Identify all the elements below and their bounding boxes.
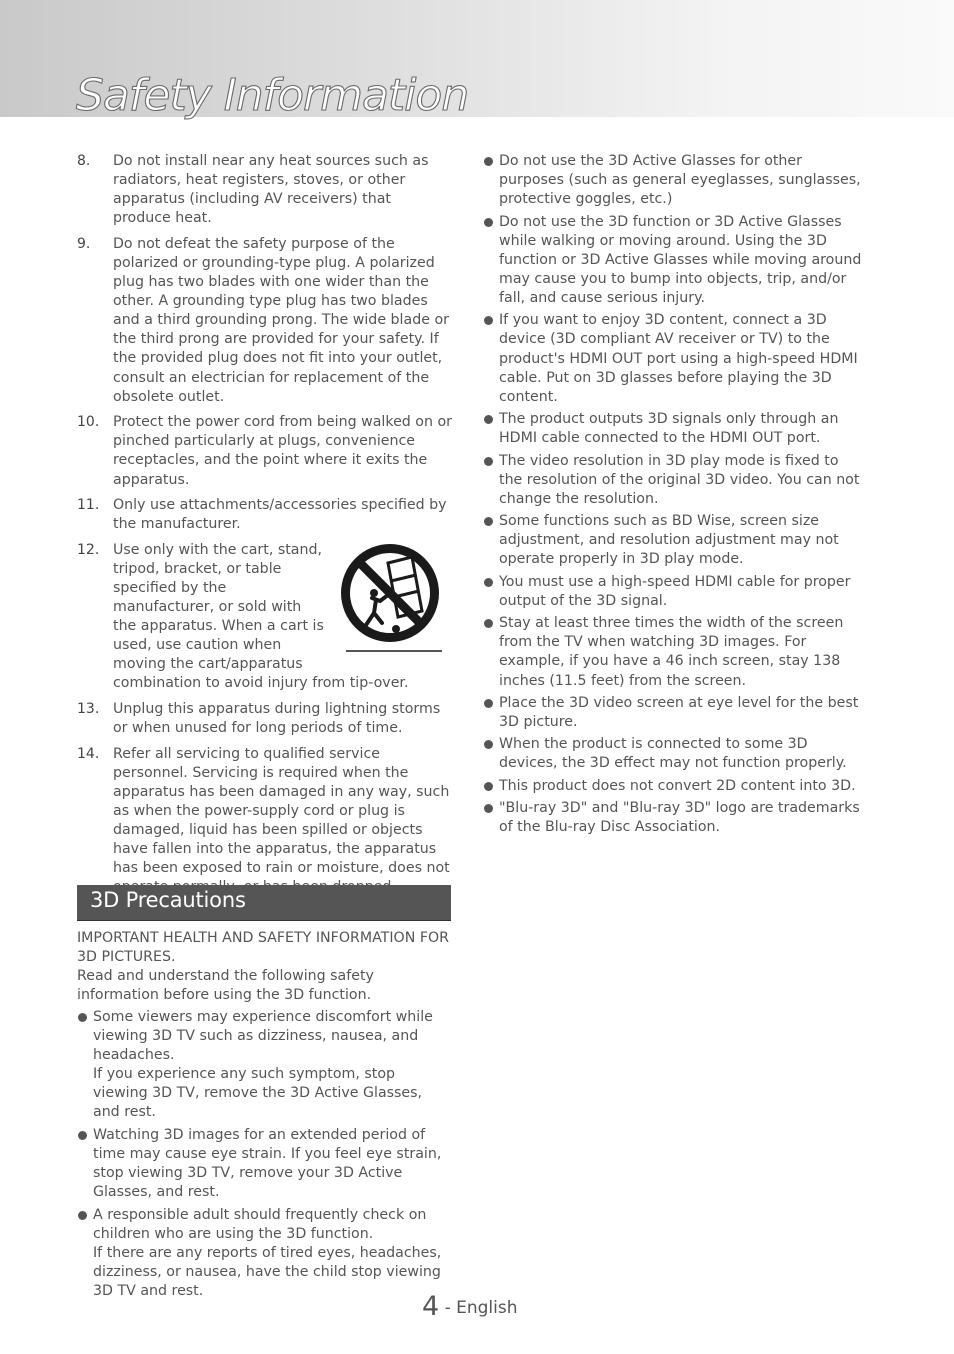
list-item	[483, 694, 863, 732]
bullet-icon	[484, 804, 493, 813]
item-text: Do not install near any heat sources such as radiators, heat registers, stoves, or other apparatus (including AV receivers) that produce heat.	[113, 153, 429, 227]
item-text: A responsible adult should frequently check on children who are using the 3D function.	[93, 1206, 427, 1242]
cart-tip-over-warning-icon	[334, 541, 450, 657]
list-item	[483, 410, 863, 448]
list-item	[77, 1126, 453, 1202]
list-item	[483, 799, 863, 837]
bullet-icon	[484, 457, 493, 466]
item-text: Do not use the 3D Active Glasses for other purposes (such as general eyeglasses, sunglasses, protective goggles, etc.)	[499, 153, 861, 208]
bullet-icon	[78, 1013, 87, 1022]
list-item	[77, 745, 452, 898]
list-item	[483, 213, 863, 308]
bullet-icon	[484, 517, 493, 526]
list-item	[77, 152, 452, 228]
item-text: Use only with the cart, stand, tripod, bracket, or table specified by the manufacturer, or sold with the apparatus. When a cart is used, use caution when moving the cart/apparatus combination to avoid injury from tip-over.	[113, 541, 409, 692]
item-text: This product does not convert 2D content into 3D.	[499, 777, 856, 794]
intro-text: Read and understand the following safety information before using the 3D function.	[77, 968, 374, 1004]
section-header-bar	[77, 885, 451, 921]
item-text: Protect the power cord from being walked on or pinched particularly at plugs, convenience receptacles, and the point where it exits the apparatus.	[113, 414, 453, 488]
list-item	[483, 512, 863, 569]
item-number: 11.	[77, 497, 100, 514]
section-title: 3D Precautions	[90, 888, 246, 912]
bullet-icon	[484, 218, 493, 227]
item-text: Some functions such as BD Wise, screen size adjustment, and resolution adjustment may not operate properly in 3D play mode.	[499, 513, 839, 568]
item-number: 8.	[77, 153, 91, 169]
page-number: 4	[422, 1291, 440, 1322]
item-text: Only use attachments/accessories specified by the manufacturer.	[113, 497, 447, 533]
bullet-icon	[484, 578, 493, 587]
item-text: The product outputs 3D signals only through an HDMI cable connected to the HDMI OUT port.	[499, 411, 839, 447]
bullet-icon	[78, 1211, 87, 1220]
bullet-icon	[78, 1131, 87, 1140]
item-text: You must use a high-speed HDMI cable for proper output of the 3D signal.	[499, 573, 851, 609]
item-subtext: If you experience any such symptom, stop viewing 3D TV, remove the 3D Active Glasses, and rest.	[93, 1066, 423, 1121]
bullet-icon	[484, 782, 493, 791]
bullet-icon	[484, 619, 493, 628]
item-text: Stay at least three times the width of the screen from the TV when watching 3D images. For example, if you have a 46 inch screen, stay 138 inches (11.5 feet) from the screen.	[499, 615, 844, 689]
list-item	[77, 700, 452, 738]
item-text: If you want to enjoy 3D content, connect a 3D device (3D compliant AV receiver or TV) to the product's HDMI OUT port using a high-speed HDMI cable. Put on 3D glasses before playing the 3D content.	[499, 312, 858, 405]
list-item	[483, 152, 863, 209]
list-item	[483, 573, 863, 611]
item-subtext: If there are any reports of tired eyes, headaches, dizziness, or nausea, have the child stop viewing 3D TV and rest.	[93, 1244, 442, 1299]
bullet-icon	[484, 316, 493, 325]
page-title: Safety Information	[76, 70, 469, 121]
section-intro	[77, 929, 452, 1005]
list-item	[77, 413, 452, 489]
list-item	[77, 235, 452, 407]
item-text: Some viewers may experience discomfort while viewing 3D TV such as dizziness, nausea, and headaches.	[93, 1009, 433, 1064]
3d-precautions-list-left	[77, 1008, 453, 1304]
list-item	[77, 1206, 453, 1301]
list-item	[77, 541, 452, 694]
item-number: 10.	[77, 414, 100, 431]
item-text: Watching 3D images for an extended period of time may cause eye strain. If you feel eye strain, stop viewing 3D TV, remove your 3D Active Glasses, and rest.	[93, 1126, 442, 1201]
item-number: 14.	[77, 745, 100, 762]
list-item	[483, 452, 863, 509]
item-text: When the product is connected to some 3D devices, the 3D effect may not function properly.	[499, 736, 847, 772]
bullet-icon	[484, 699, 493, 708]
item-text: Unplug this apparatus during lightning storms or when unused for long periods of time.	[113, 701, 441, 737]
safety-list-column	[77, 152, 452, 904]
item-text: "Blu-ray 3D" and "Blu-ray 3D" logo are trademarks of the Blu-ray Disc Association.	[499, 800, 860, 836]
list-item	[483, 735, 863, 773]
item-text: Do not use the 3D function or 3D Active Glasses while walking or moving around. Using the 3D function or 3D Active Glasses while moving around may cause you to bump into objects, trip, and/or fall, and cause serious injury.	[499, 213, 862, 306]
item-text: Do not defeat the safety purpose of the polarized or grounding-type plug. A polarized plug has two blades with one wider than the other. A grounding type plug has two blades and a third grounding prong. The wide blade or the third prong are provided for your safety. If the provided plug does not fit into your outlet, consult an electrician for replacement of the obsolete outlet.	[113, 235, 449, 405]
item-number: 13.	[77, 701, 100, 718]
item-text: Place the 3D video screen at eye level for the best 3D picture.	[499, 694, 859, 730]
bullet-icon	[484, 740, 493, 749]
list-item	[77, 496, 452, 534]
list-item	[483, 311, 863, 406]
item-number: 12.	[77, 541, 100, 558]
item-text: Refer all servicing to qualified service personnel. Servicing is required when the apparatus has been damaged in any way, such as when the power-supply cord or plug is damaged, liquid has been spilled or objects have fallen into the apparatus, the apparatus has been exposed to rain or moisture, does not	[113, 745, 450, 877]
bullet-icon	[484, 415, 493, 424]
list-item	[483, 614, 863, 690]
item-text: The video resolution in 3D play mode is fixed to the resolution of the original 3D video. You can not change the resolution.	[499, 452, 860, 507]
page-footer	[422, 1291, 518, 1322]
safety-numbered-list	[77, 152, 452, 897]
3d-precautions-list-right	[483, 152, 863, 841]
bullet-icon	[484, 157, 493, 166]
page-language: - English	[439, 1298, 518, 1318]
list-item	[77, 1008, 453, 1123]
list-item	[483, 777, 863, 796]
item-number: 9.	[77, 235, 91, 252]
intro-heading: IMPORTANT HEALTH AND SAFETY INFORMATION FOR 3D PICTURES.	[77, 930, 450, 966]
